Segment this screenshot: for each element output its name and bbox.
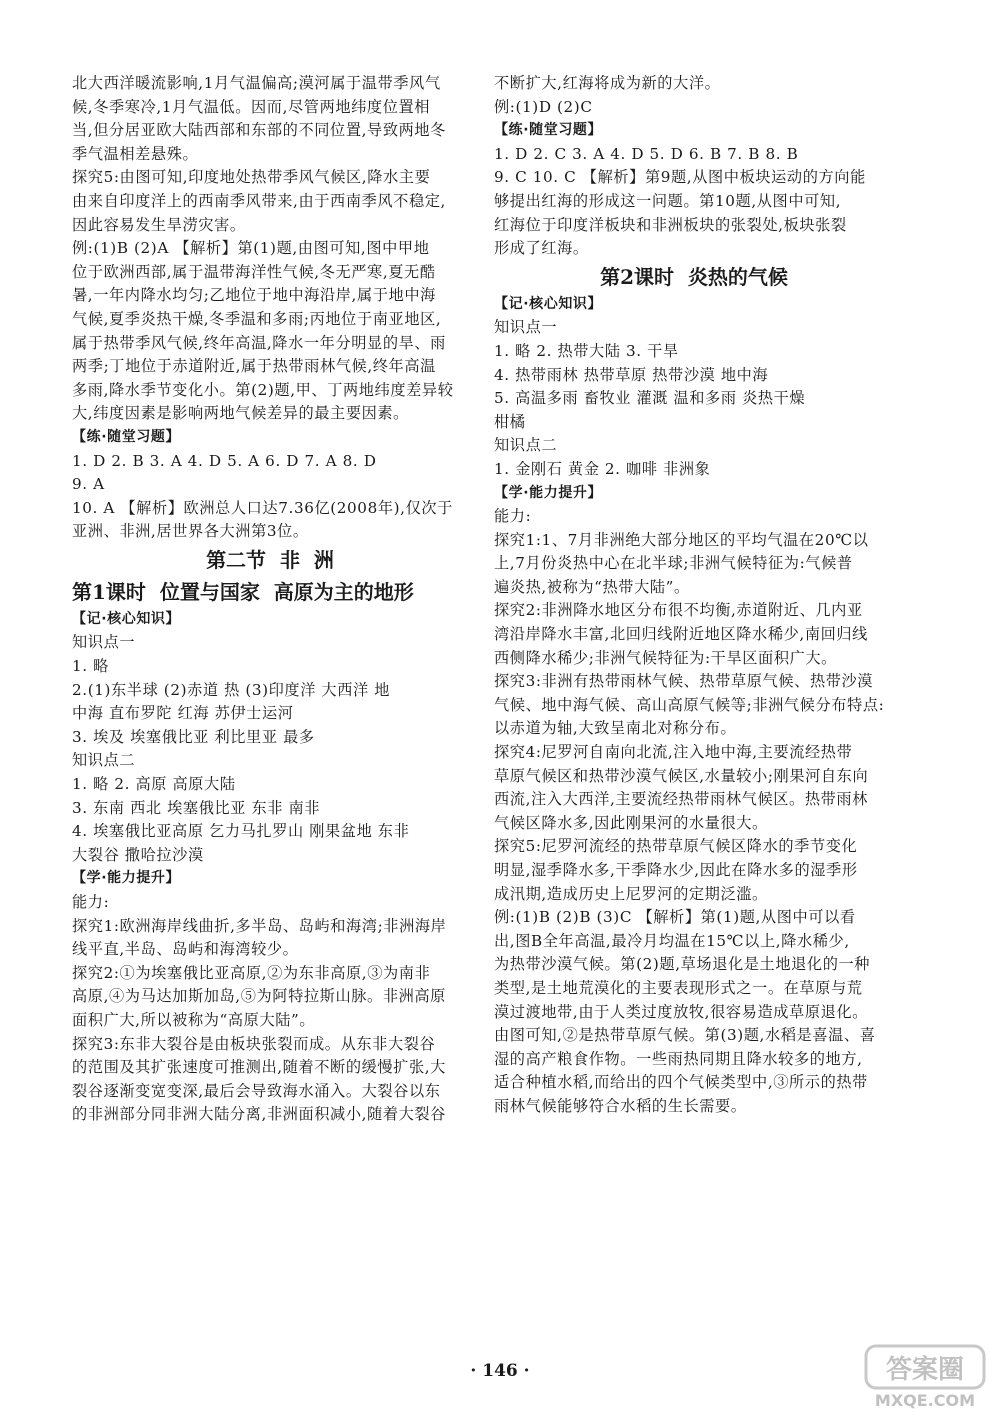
text-line: 例:(1)B (2)B (3)C 【解析】第(1)题,从图中可以看 <box>494 908 856 927</box>
text-line: 气候,夏季炎热干燥,冬季温和多雨;丙地位于南亚地区, <box>72 309 442 328</box>
text-line: 大,纬度因素是影响两地气候差异的最主要因素。 <box>72 404 409 423</box>
text-line: 红海位于印度洋板块和非洲板块的张裂处,板块张裂 <box>494 215 847 234</box>
text-line: 当,但分居亚欧大陆西部和东部的不同位置,导致两地冬 <box>72 121 446 140</box>
text-line: 不断扩大,红海将成为新的大洋。 <box>494 74 721 92</box>
text-line: 探究3:非洲有热带雨林气候、热带草原气候、热带沙漠 <box>494 672 874 691</box>
text-line: 探究5:尼罗河流经的热带草原气候区降水的季节变化 <box>494 837 858 856</box>
text-line: 裂谷逐渐变宽变深,最后会导致海水涌入。大裂谷以东 <box>72 1081 441 1100</box>
text-line: 漠过渡地带,由于人类过度放牧,很容易造成草原退化。 <box>494 1002 868 1021</box>
text-line: 的范围及其扩张速度可推测出,随着不断的缓慢扩张,大 <box>72 1058 446 1077</box>
text-line: 为热带沙漠气候。第(2)题,草场退化是土地退化的一种 <box>494 955 871 974</box>
text-line: 遍炎热,被称为“热带大陆”。 <box>494 577 690 596</box>
text-line: 探究4:尼罗河自南向北流,注入地中海,主要流经热带 <box>494 743 853 762</box>
section-title: 第2课时 炎热的气候 <box>600 264 788 289</box>
text-line: 两季;丁地位于赤道附近,属于热带雨林气候,终年高温 <box>72 357 436 376</box>
text-line: 气候区降水多,因此刚果河的水量很大。 <box>494 813 768 832</box>
text-line: 出,图B全年高温,最冷月均温在15℃以上,降水稀少, <box>494 931 850 950</box>
text-line: 以赤道为轴,大致呈南北对称分布。 <box>494 719 737 738</box>
text-line: 湿的高产粮食作物。一些雨热同期且降水较多的地方, <box>494 1049 863 1068</box>
text-line: 的非洲部分同非洲大陆分离,非洲面积减小,随着大裂谷 <box>72 1105 446 1124</box>
text-line: 西侧降水稀少;非洲气候特征为:干旱区面积广大。 <box>494 648 837 667</box>
section-title: 第二节 非 洲 <box>206 547 334 572</box>
text-line: 多雨,降水季节变化小。第(2)题,甲、丁两地纬度差异较 <box>72 380 454 399</box>
text-line: 9. A <box>72 475 105 494</box>
text-line: 类型,是土地荒漠化的主要表现形式之一。在草原与荒 <box>494 978 863 997</box>
text-line: 探究2:①为埃塞俄比亚高原,②为东非高原,③为南非 <box>72 963 431 982</box>
text-line: 线平直,半岛、岛屿和海湾较少。 <box>72 940 299 959</box>
text-line: 能力: <box>494 507 532 526</box>
text-line: 高原,④为马达加斯加岛,⑤为阿特拉斯山脉。非洲高原 <box>72 987 446 1006</box>
watermark-bottom-text: MXQE.COM <box>874 1391 976 1410</box>
text-line: 探究2:非洲降水地区分布很不均衡,赤道附近、几内亚 <box>494 601 863 620</box>
text-line: 例:(1)B (2)A 【解析】第(1)题,由图可知,图中甲地 <box>72 239 430 258</box>
text-line: 9. C 10. C 【解析】第9题,从图中板块运动的方向能 <box>494 168 866 187</box>
text-line: 由来自印度洋上的西南季风带来,由于西南季风不稳定, <box>72 191 446 210</box>
text-line: 亚洲、非洲,居世界各大洲第3位。 <box>72 522 309 541</box>
right-column <box>494 72 894 1119</box>
section-heading: 【学·能力提升】 <box>72 870 181 887</box>
text-line: 形成了红海。 <box>494 239 589 258</box>
text-line: 1. 金刚石 黄金 2. 咖啡 非洲象 <box>494 459 711 478</box>
text-line: 知识点一 <box>494 318 558 337</box>
text-line: 够提出红海的形成这一问题。第10题,从图中可知, <box>494 191 842 210</box>
section-heading: 【记·核心知识】 <box>494 295 603 312</box>
text-line: 上,7月份炎热中心在北半球;非洲气候特征为:气候普 <box>494 554 853 573</box>
text-line: 2.(1)东半球 (2)赤道 热 (3)印度洋 大西洋 地 <box>72 680 391 699</box>
text-line: 适合种植水稻,而给出的四个气候类型中,③所示的热带 <box>494 1073 868 1092</box>
text-line: 1. D 2. C 3. A 4. D 5. D 6. B 7. B 8. B <box>494 144 799 163</box>
section-heading: 【练·随堂习题】 <box>494 122 603 139</box>
text-line: 中海 直布罗陀 红海 苏伊士运河 <box>72 704 294 723</box>
left-column <box>72 72 468 1127</box>
text-line: 5. 高温多雨 畜牧业 灌溉 温和多雨 炎热干燥 <box>494 389 806 408</box>
section-heading: 【学·能力提升】 <box>494 484 603 501</box>
text-line: 成汛期,造成历史上尼罗河的定期泛滥。 <box>494 884 768 903</box>
text-line: 3. 埃及 埃塞俄比亚 利比里亚 最多 <box>72 727 315 746</box>
text-line: 季气温相差悬殊。 <box>72 144 199 163</box>
text-line: 1. 略 2. 高原 高原大陆 <box>72 775 236 794</box>
text-line: 北大西洋暖流影响,1月气温偏高;漠河属于温带季风气 <box>72 74 441 92</box>
text-line: 柑橘 <box>494 412 526 431</box>
page-number: · 146 · <box>470 1361 530 1381</box>
text-line: 草原气候区和热带沙漠气候区,水量较小;刚果河自东向 <box>494 766 869 785</box>
text-line: 4. 热带雨林 热带草原 热带沙漠 地中海 <box>494 365 769 384</box>
text-line: 1. 略 <box>72 657 109 676</box>
watermark-top-text: 答案圈 <box>885 1355 965 1385</box>
text-line: 候,冬季寒冷,1月气温低。因而,尽管两地纬度位置相 <box>72 97 431 116</box>
text-line: 能力: <box>72 893 110 911</box>
text-line: 气候、地中海气候、高山高原气候等;非洲气候分布特点: <box>494 695 885 714</box>
section-heading: 【记·核心知识】 <box>72 610 181 627</box>
text-line: 知识点二 <box>494 436 558 455</box>
text-line: 面积广大,所以被称为“高原大陆”。 <box>72 1010 316 1029</box>
text-line: 知识点二 <box>72 751 136 770</box>
text-line: 位于欧洲西部,属于温带海洋性气候,冬无严寒,夏无酷 <box>72 262 436 281</box>
text-line: 探究1:欧洲海岸线曲折,多半岛、岛屿和海湾;非洲海岸 <box>72 916 447 935</box>
section-title: 第1课时 位置与国家 高原为主的地形 <box>72 579 414 604</box>
text-line: 探究5:由图可知,印度地处热带季风气候区,降水主要 <box>72 168 431 187</box>
text-line: 暑,一年内降水均匀;乙地位于地中海沿岸,属于地中海 <box>72 286 436 305</box>
text-line: 因此容易发生旱涝灾害。 <box>72 215 246 234</box>
text-line: 4. 埃塞俄比亚高原 乞力马扎罗山 刚果盆地 东非 <box>72 822 410 841</box>
text-line: 雨林气候能够符合水稻的生长需要。 <box>494 1096 747 1115</box>
text-line: 由图可知,②是热带草原气候。第(3)题,水稻是喜温、喜 <box>494 1026 876 1045</box>
text-line: 知识点一 <box>72 633 136 652</box>
text-line: 大裂谷 撒哈拉沙漠 <box>72 845 204 864</box>
text-line: 探究3:东非大裂谷是由板块张裂而成。从东非大裂谷 <box>72 1034 436 1053</box>
text-line: 明显,湿季降水多,干季降水少,因此在降水多的湿季形 <box>494 861 858 879</box>
text-line: 10. A 【解析】欧洲总人口达7.36亿(2008年),仅次于 <box>72 498 453 517</box>
text-line: 3. 东南 西北 埃塞俄比亚 东非 南非 <box>72 798 321 817</box>
section-heading: 【练·随堂习题】 <box>72 428 181 445</box>
text-line: 1. 略 2. 热带大陆 3. 干旱 <box>494 341 679 360</box>
text-line: 湾沿岸降水丰富,北回归线附近地区降水稀少,南回归线 <box>494 625 868 644</box>
text-line: 属于热带季风气候,终年高温,降水一年分明显的旱、雨 <box>72 333 446 352</box>
text-line: 1. D 2. B 3. A 4. D 5. A 6. D 7. A 8. D <box>72 451 377 470</box>
text-line: 例:(1)D (2)C <box>494 97 593 116</box>
text-line: 西流,注入大西洋,主要流经热带雨林气候区。热带雨林 <box>494 790 868 809</box>
text-line: 探究1:1、7月非洲绝大部分地区的平均气温在20℃以 <box>494 530 869 549</box>
watermark-logo <box>862 1342 988 1412</box>
